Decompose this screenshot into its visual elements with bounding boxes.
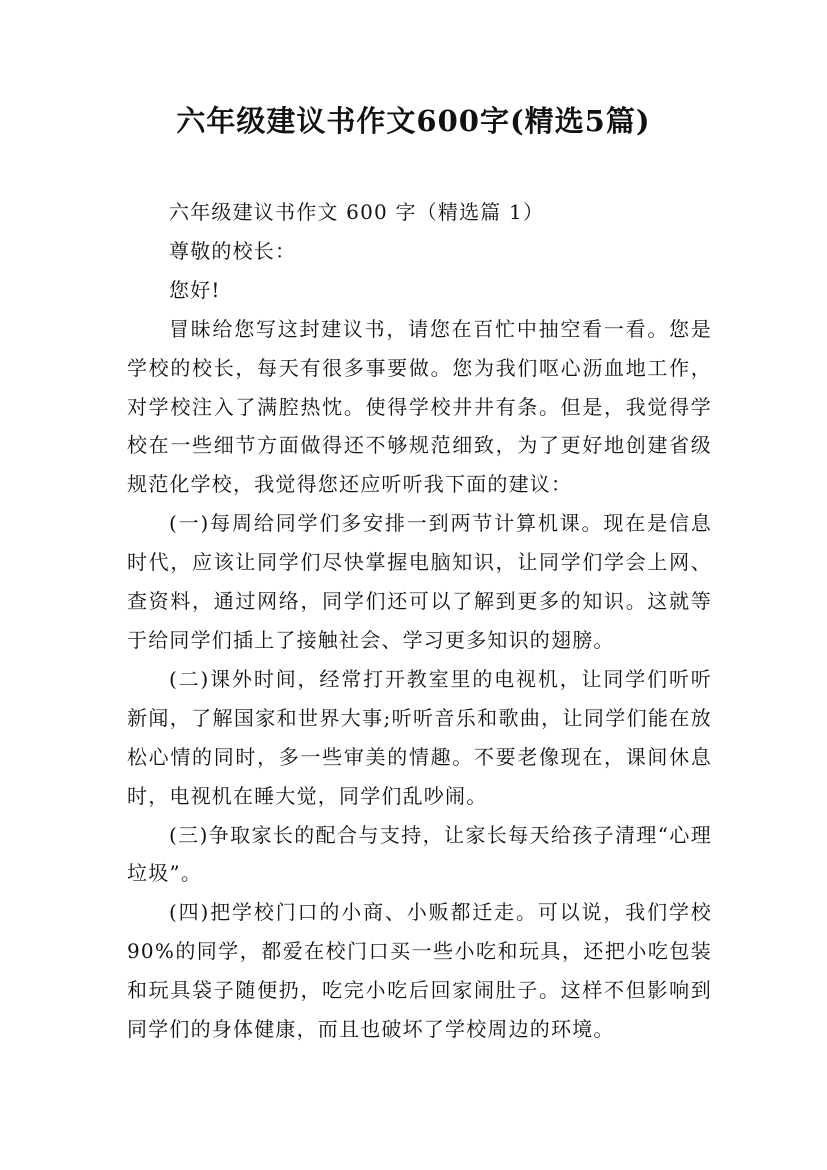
greeting: 您好! bbox=[169, 277, 221, 302]
body-paragraph: 冒昧给您写这封建议书，请您在百忙中抽空看一看。您是学校的校长，每天有很多事要做。您为我们呕心沥血地工作，对学校注入了满腔热忱。使得学校井井有条。但是，我觉得学校在一些细节方面做得还不够规范细致，为了更好地创建省级规范化学校，我觉得您还应听听我下面的建议： bbox=[127, 316, 712, 497]
salutation: 尊敬的校长： bbox=[169, 238, 297, 263]
suggestion-paragraph-2: (二)课外时间，经常打开教室里的电视机，让同学们听听新闻，了解国家和世界大事;听听音乐和歌曲，让同学们能在放松心情的同时，多一些审美的情趣。不要老像现在，课间休息时，电视机在睡大觉，同学们乱吵闹。 bbox=[127, 666, 712, 808]
suggestion-paragraph-1: (一)每周给同学们多安排一到两节计算机课。现在是信息时代，应该让同学们尽快掌握电脑知识，让同学们学会上网、查资料，通过网络，同学们还可以了解到更多的知识。这就等于给同学们插上了接触社会、学习更多知识的翅膀。 bbox=[127, 511, 712, 652]
document-title: 六年级建议书作文600字(精选5篇) bbox=[176, 104, 651, 138]
suggestion-paragraph-3: (三)争取家长的配合与支持，让家长每天给孩子清理“心理垃圾”。 bbox=[127, 822, 712, 886]
section-heading: 六年级建议书作文 600 字（精选篇 1） bbox=[169, 200, 545, 224]
document-body bbox=[127, 193, 712, 1049]
suggestion-paragraph-4: (四)把学校门口的小商、小贩都迁走。可以说，我们学校 90%的同学，都爱在校门口买一些小吃和玩具，还把小吃包装和玩具袋子随便扔，吃完小吃后回家闹肚子。这样不但影响到同学们的身体健康，而且也破坏了学校周边的环境。 bbox=[127, 900, 712, 1042]
